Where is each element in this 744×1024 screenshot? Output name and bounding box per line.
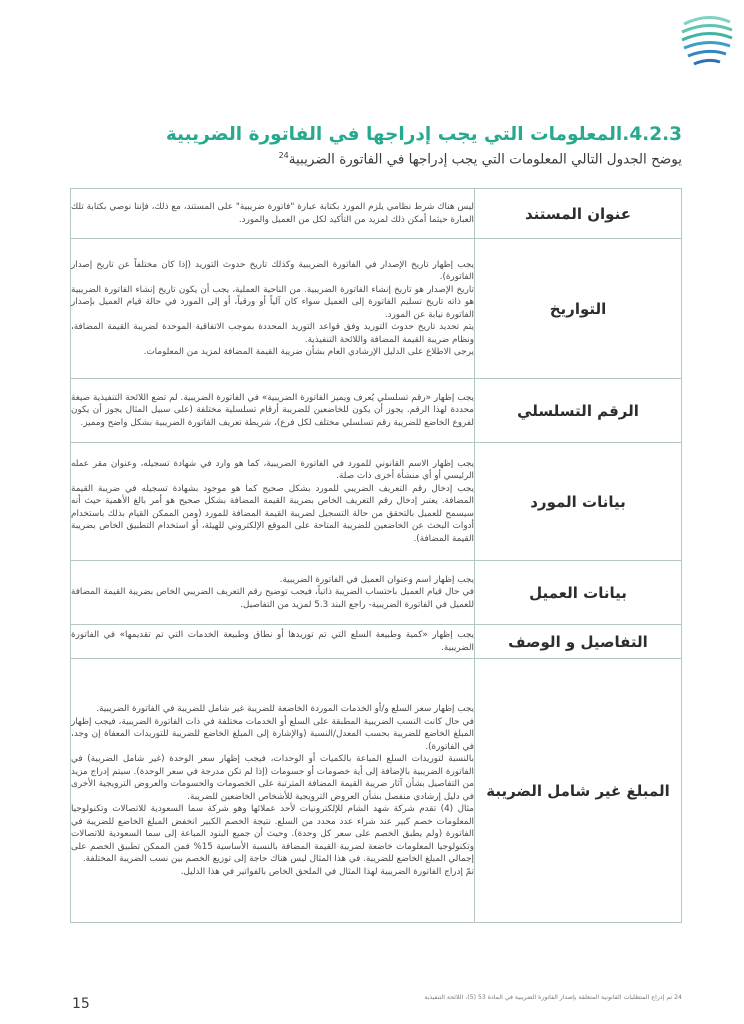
description-paragraph: يجب إدخال رقم التعريف الضريبي للمورد بشكل صحيح كما هو موجود بشهادة تسجيله في ضريبة القيمة المضافة. يعتبر إدخال رقم التعريف الخاص بضريبة القيمة المضافة بشكل صحيح هو أمر بالغ الأهمية حيث أنه سيسمح للعميل بالتحقق من حالة التسجيل لضريبة القيمة المضافة للمورد (ومن الممكن القيام بذلك باستخدام أدوات البحث عن الخاضعين للضريبة المتاحة على الموقع الإلكتروني للهيئة، أو استخدام التطبيق الخاص بضريبة القيمة المضافة). bbox=[71, 483, 474, 544]
description-paragraph: يجب إظهار تاريخ الإصدار في الفاتورة الضريبية وكذلك تاريخ حدوث التوريد (إذا كان مختلفاً عن تاريخ إصدار الفاتورة). bbox=[71, 259, 474, 282]
row-label: عنوان المستند bbox=[475, 189, 682, 239]
row-label: المبلغ غير شامل الضريبة bbox=[475, 659, 682, 923]
row-description bbox=[71, 625, 475, 659]
row-label: بيانات العميل bbox=[475, 561, 682, 625]
description-paragraph: يجب إظهار الاسم القانوني للمورد في الفاتورة الضريبية، كما هو وارد في شهادة تسجيله، وعنوان مقر عمله الرئيسي أو أي منشأة أخرى ذات صلة. bbox=[71, 458, 474, 482]
description-paragraph: يجب إظهار «كمية وطبيعة السلع التي تم توريدها أو نطاق وطبيعة الخدمات التي تم تقديمها» في الفاتورة الضريبية. bbox=[71, 630, 474, 653]
description-paragraph: تمّ إدراج الفاتورة الضريبية لهذا المثال في الملحق الخاص بالفواتير في هذا الدليل. bbox=[180, 866, 474, 877]
description-paragraph: يجب إظهار سعر السلع و/أو الخدمات الموردة الخاضعة للضريبة غير شامل للضريبة في الفاتورة الضريبية. bbox=[96, 704, 474, 714]
description-paragraph: يجب إظهار اسم وعنوان العميل في الفاتورة الضريبية. bbox=[279, 574, 474, 585]
table-row bbox=[71, 443, 682, 561]
description-paragraph: في حال كانت النسب الضريبية المطبقة على السلع أو الخدمات مختلفة في ذات الفاتورة الضريبية، فيجب إظهار المبلغ الخاضع للضريبة بحسب المعدل/النسبة (والإشارة إلى المبلغ الخاضع للضريبة للتوريدات المعفاة إن وجد، في الفاتورة). bbox=[71, 716, 474, 752]
section-intro bbox=[62, 151, 682, 168]
table-row bbox=[71, 379, 682, 443]
table-row bbox=[71, 625, 682, 659]
row-description bbox=[71, 659, 475, 923]
section-intro-text: يوضح الجدول التالي المعلومات التي يجب إدراجها في الفاتورة الضريبية bbox=[288, 151, 682, 168]
row-description bbox=[71, 189, 475, 239]
table-row bbox=[71, 659, 682, 923]
description-paragraph: بالنسبة لتوريدات السلع المباعة بالكميات أو الوحدات، فيجب إظهار سعر الوحدة (غير شامل الضريبة) في الفاتورة الضريبية بالإضافة إلى أية خصومات أو حسومات (إذا لم تكن مدرجة في سعر الوحدة). سيتم إدراج مزيد من التفاصيل بشأن آثار ضريبة القيمة المضافة المترتبة على الخصومات والحسومات والعروض الترويجية الأخرى في دليل إرشادي منفصل بشأن العروض الترويجية للأشخاص الخاضعين للضريبة. bbox=[71, 754, 474, 802]
invoice-information-table bbox=[70, 188, 682, 923]
row-label: التواريخ bbox=[475, 239, 682, 379]
description-paragraph: يتم تحديد تاريخ حدوث التوريد وفق قواعد التوريد المحددة بموجب الاتفاقية الموحدة لضريبة القيمة المضافة، ونظام ضريبة القيمة المضافة واللائحة التنفيذية. bbox=[71, 322, 474, 345]
table-row bbox=[71, 239, 682, 379]
row-description bbox=[71, 443, 475, 561]
row-description bbox=[71, 561, 475, 625]
description-paragraph: يجب إظهار «رقم تسلسلي يُعرف ويميز الفاتورة الضريبية» في الفاتورة الضريبية. لم تضع اللائحة التنفيذية صيغة محددة لهذا الرقم. يجوز أن يكون للخاضعين للضريبة أرقام تسلسلية مختلفة (على سبيل المثال يجوز أن يكون لفروع الخاضع للضريبة رقم تسلسلي مختلف لكل فرع)، شريطة تعريف الفاتورة الضريبية بشكل واضح ومميز. bbox=[71, 392, 474, 428]
table-body bbox=[71, 189, 682, 923]
section-heading: 4.2.3.المعلومات التي يجب إدراجها في الفاتورة الضريبية bbox=[165, 124, 682, 145]
description-paragraph: في حال قيام العميل باحتساب الضريبة ذاتياً، فيجب توضيح رقم التعريف الضريبي الخاص بضريبة القيمة المضافة للعميل في الفاتورة الضريبية- راجع البند 5.3 لمزيد من التفاصيل. bbox=[71, 587, 474, 610]
table-row bbox=[71, 561, 682, 625]
description-paragraph: ليس هناك شرط نظامي يلزم المورد بكتابة عبارة "فاتورة ضريبية" على المستند، مع ذلك، فإننا نوصي بكتابة تلك العبارة حيثما أمكن ذلك لمزيد من التأكيد لكل من العميل والمورد. bbox=[71, 202, 474, 225]
table-row bbox=[71, 189, 682, 239]
row-description bbox=[71, 379, 475, 443]
authority-logo-icon bbox=[674, 10, 738, 72]
page-number: 15 bbox=[72, 996, 90, 1012]
row-label: بيانات المورد bbox=[475, 443, 682, 561]
row-description bbox=[71, 239, 475, 379]
description-paragraph: تاريخ الإصدار هو تاريخ إنشاء الفاتورة الضريبية. من الناحية العملية، يجب أن يكون تاريخ إنشاء الفاتورة الضريبية هو ذاته تاريخ تسليم الفاتورة إلى العميل سواء كان آلياً أو ورقياً، أو إلى المورد في حالة قيام العميل بإصدار الفاتورة نيابة عن المورد. bbox=[71, 284, 474, 320]
description-paragraph: يرجى الاطلاع على الدليل الإرشادي العام بشأن ضريبة القيمة المضافة لمزيد من المعلومات. bbox=[143, 347, 474, 357]
row-label: التفاصيل و الوصف bbox=[475, 625, 682, 659]
description-paragraph: مثال (4) تقدم شركة شهد الشام للإلكترونيات لأحد عملائها وهو شركة سما السعودية للاتصالات وتكنولوجيا المعلومات خصم كبير عند شراء عدد محدد من السلع. نتيجة الخصم الكبير انخفض المبلغ الخاضع للضريبة في الفاتورة (ولم يطبق الخصم على سعر كل وحدة). وحيث أن جميع البنود المباعة إلى سما السعودية للاتصالات وتكنولوجيا المعلومات خاضعة لضريبة القيمة المضافة بالنسبة الأساسية 15% فمن الممكن تطبيق الخصم على إجمالي المبلغ الخاضع للضريبة. في هذا المثال ليس هناك حاجة إلى توزيع الخصم بين نسب الضريبة المختلفة. bbox=[71, 804, 475, 864]
footnote-reference: 24 bbox=[278, 151, 289, 160]
row-label: الرقم التسلسلي bbox=[475, 379, 682, 443]
footnote: 24 تم إدراج المتطلبات القانونية المتعلقة بإصدار الفاتورة الضريبية في المادة 53 (5)، اللائحة التنفيذية bbox=[424, 994, 682, 1001]
